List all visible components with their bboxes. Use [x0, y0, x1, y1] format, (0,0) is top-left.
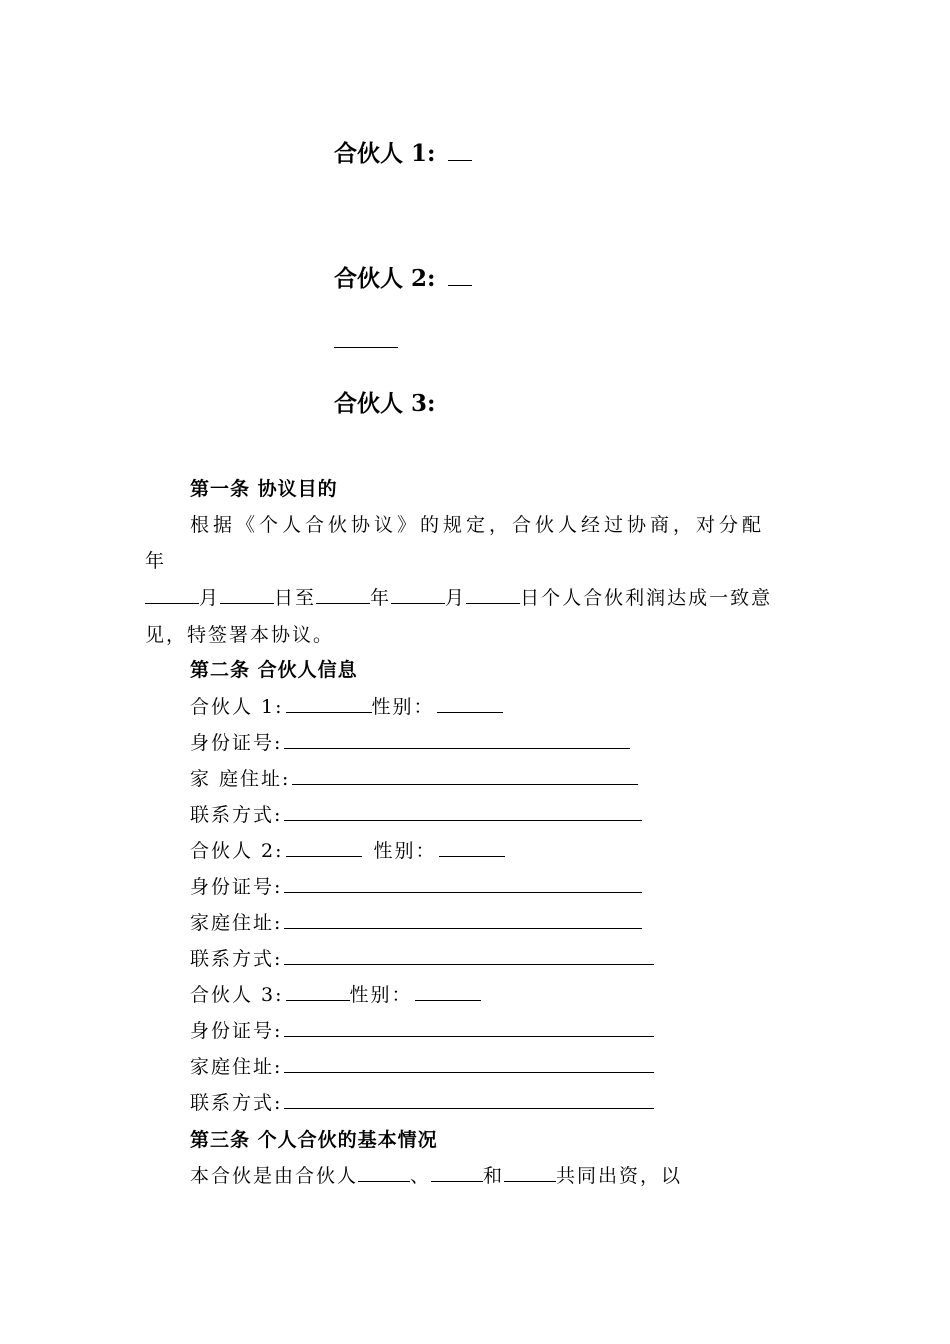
partner2-address-label: 家庭住址:	[190, 912, 283, 934]
article3-title: 第三条 个人合伙的基本情况	[190, 1129, 438, 1151]
month-label-2: 月	[445, 587, 467, 609]
article1-title: 第一条 协议目的	[190, 478, 338, 500]
partner2-signature-label: 合伙人 2:	[334, 265, 436, 292]
partner1-id-label: 身份证号:	[190, 732, 283, 754]
partner2-contact-label: 联系方式:	[190, 948, 283, 970]
partner2-contact-field[interactable]	[284, 944, 654, 965]
partner1-id-row	[190, 728, 630, 755]
partner2-address-field[interactable]	[284, 908, 642, 929]
partner1-signature-blank[interactable]	[448, 140, 472, 161]
partner3-contact-label: 联系方式:	[190, 1092, 283, 1114]
partner1-address-row	[190, 764, 638, 791]
contributor2-blank[interactable]	[431, 1161, 483, 1182]
partner2-id-field[interactable]	[284, 872, 642, 893]
end-day-blank[interactable]	[466, 583, 520, 604]
partner3-signature-label: 合伙人 3:	[334, 390, 436, 417]
article2-title: 第二条 合伙人信息	[190, 659, 358, 681]
partner2-signature	[334, 260, 472, 293]
partner1-id-field[interactable]	[284, 728, 630, 749]
year-label-2: 年	[370, 587, 392, 609]
article3-line-end: 共同出资，以	[556, 1165, 683, 1187]
partner2-contact-row	[190, 944, 654, 971]
partner2-gender-label: 性别：	[373, 840, 437, 862]
partner3-contact-field[interactable]	[284, 1088, 654, 1109]
partner1-contact-row	[190, 800, 642, 827]
partner3-address-label: 家庭住址:	[190, 1056, 283, 1078]
article1-para-line4: 见，特签署本协议。	[145, 624, 335, 646]
partner1-info-row	[190, 692, 503, 719]
article3-para-line1	[190, 1161, 682, 1188]
article3-sep2: 和	[483, 1165, 505, 1187]
start-month-blank[interactable]	[145, 583, 199, 604]
partner2-signature-blank[interactable]	[448, 265, 472, 286]
partner1-address-field[interactable]	[292, 764, 638, 785]
end-month-blank[interactable]	[391, 583, 445, 604]
partner3-address-field[interactable]	[284, 1052, 654, 1073]
start-day-blank[interactable]	[220, 583, 274, 604]
contributor1-blank[interactable]	[358, 1161, 410, 1182]
partner2-address-row	[190, 908, 642, 935]
partner3-label: 合伙人 3:	[190, 984, 284, 1006]
partner3-id-label: 身份证号:	[190, 1020, 283, 1042]
partner2-info-row	[190, 836, 505, 863]
article1-para-line1: 根据《个人合伙协议》的规定，合伙人经过协商，对分配	[190, 514, 766, 536]
article1-para-line2: 年	[145, 550, 167, 572]
partner1-label: 合伙人 1:	[190, 696, 284, 718]
partner2-id-row	[190, 872, 642, 899]
partner2-name-field[interactable]	[286, 836, 362, 857]
partner1-gender-field[interactable]	[437, 692, 503, 713]
partner2-label: 合伙人 2:	[190, 840, 284, 862]
partner3-gender-field[interactable]	[415, 980, 481, 1001]
contributor3-blank[interactable]	[504, 1161, 556, 1182]
partner2-id-label: 身份证号:	[190, 876, 283, 898]
article3-line-start: 本合伙是由合伙人	[190, 1165, 359, 1187]
partner2-gender-field[interactable]	[439, 836, 505, 857]
article1-tail-text: 日个人合伙利润达成一致意	[520, 587, 773, 609]
article1-para-line3	[145, 583, 772, 610]
partner1-signature-label: 合伙人 1:	[334, 140, 436, 167]
partner1-signature	[334, 135, 472, 168]
partner3-info-row	[190, 980, 481, 1007]
partner3-id-row	[190, 1016, 654, 1043]
day-to-label: 日至	[274, 587, 317, 609]
partner1-contact-label: 联系方式:	[190, 804, 283, 826]
partner1-contact-field[interactable]	[284, 800, 642, 821]
month-label-1: 月	[199, 587, 221, 609]
article3-sep1: 、	[410, 1165, 432, 1187]
partner2-signature-extra-line[interactable]	[334, 347, 398, 348]
partner3-name-field[interactable]	[286, 980, 350, 1001]
partner3-id-field[interactable]	[284, 1016, 654, 1037]
partner3-contact-row	[190, 1088, 654, 1115]
partner1-gender-label: 性别：	[371, 696, 435, 718]
partner1-address-label: 家 庭住址:	[190, 768, 291, 790]
partner1-name-field[interactable]	[286, 692, 372, 713]
partner3-gender-label: 性别：	[349, 984, 413, 1006]
end-year-blank[interactable]	[316, 583, 370, 604]
partner3-signature	[334, 385, 436, 418]
partner3-address-row	[190, 1052, 654, 1079]
